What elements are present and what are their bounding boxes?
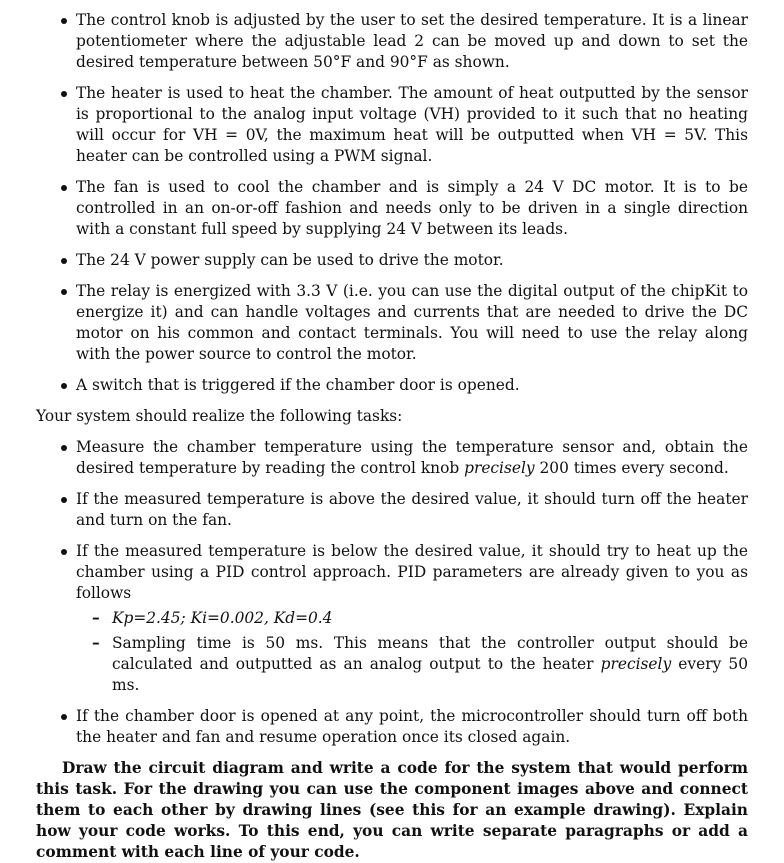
task-text: If the measured temperature is below the desired value, it should try to heat up the chamber using a PID control approach. PID parameters are already given to you as follows xyxy=(76,542,748,602)
task-list xyxy=(36,437,748,748)
list-item xyxy=(76,541,748,696)
list-item xyxy=(76,437,748,479)
sampling-item xyxy=(112,633,748,696)
instructions-paragraph: Draw the circuit diagram and write a code for the system that would perform this task. For the drawing you can use the component images above and connect them to each other by drawing lines (see this for an example drawing). Explain how your code works. To this end, you can write separate paragraphs or add a comment with each line of your code. xyxy=(36,759,748,861)
list-item: The 24 V power supply can be used to drive the motor. xyxy=(76,250,748,271)
list-item: A switch that is triggered if the chamber door is opened. xyxy=(76,375,748,396)
list-item: The relay is energized with 3.3 V (i.e. you can use the digital output of the chipKit to energize it) and can handle voltages and currents that are needed to drive the DC motor on his common and contact terminals. You will need to use the relay along with the power source to control the motor. xyxy=(76,282,748,363)
component-list xyxy=(36,10,748,396)
task-text: every 50 ms. xyxy=(112,655,749,694)
list-item: The heater is used to heat the chamber. The amount of heat outputted by the sensor is proportional to the analog input voltage (VH) provided to it such that no heating will occur for VH = 0V, the maximum heat will be outputted when VH = 5V. This heater can be controlled using a PWM signal. xyxy=(76,84,748,165)
pid-parameters: – Kp=2.45; Ki=0.002, Kd=0.4 xyxy=(112,608,748,629)
pid-sublist xyxy=(76,608,748,696)
task-text: Measure the chamber temperature using the temperature sensor and, obtain the desired temperature by reading the control knob xyxy=(76,438,748,477)
list-item: The control knob is adjusted by the user to set the desired temperature. It is a linear potentiometer where the adjustable lead 2 can be moved up and down to set the desired temperature between 50°F and 90°F as shown. xyxy=(76,11,748,71)
list-item: If the chamber door is opened at any point, the microcontroller should turn off both the heater and fan and resume operation once its closed again. xyxy=(76,707,748,746)
tasks-intro: Your system should realize the following tasks: xyxy=(36,407,403,425)
list-item: The fan is used to cool the chamber and is simply a 24 V DC motor. It is to be controlled in an on-or-off fashion and needs only to be driven in a single direction with a constant full speed by supplying 24 V between its leads. xyxy=(76,178,748,238)
list-item: If the measured temperature is above the desired value, it should turn off the heater and turn on the fan. xyxy=(76,490,748,529)
emphasis: precisely xyxy=(464,459,535,477)
task-text: 200 times every second. xyxy=(534,459,729,477)
emphasis: precisely xyxy=(600,655,672,673)
task-text: Sampling time is 50 ms. This means that the controller output should be calculated and outputted as an analog output to the heater xyxy=(112,634,748,673)
